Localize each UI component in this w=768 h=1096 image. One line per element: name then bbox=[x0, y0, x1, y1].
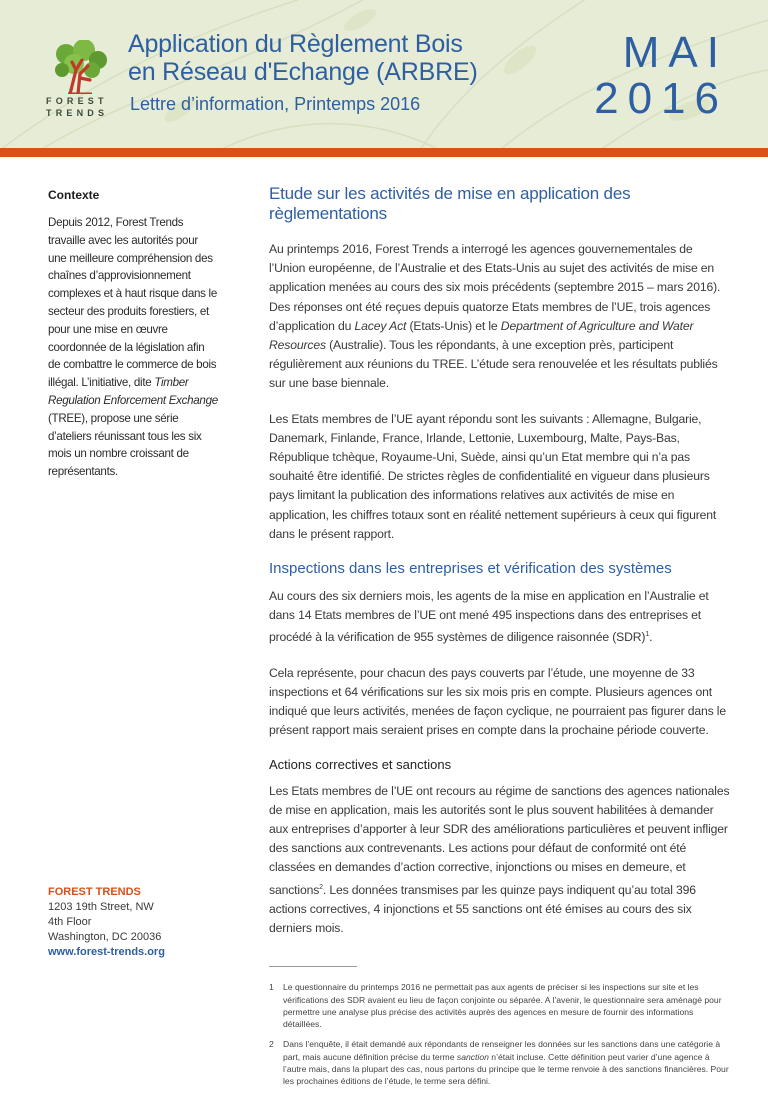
contact-address: FOREST TRENDS 1203 19th Street, NW 4th Floor Washington, DC 20036 www.forest-trends.org bbox=[48, 886, 165, 958]
main-article bbox=[269, 184, 731, 1096]
paragraph: Cela représente, pour chacun des pays couverts par l’étude, une moyenne de 33 inspections et 64 vérifications sur les six mois pris en compte. Plusieurs agences ont indiqué que leurs activités, menées de façon cyclique, ne pourraient pas figurer dans le présent rapport mais seraient prises en compte dans la prochaine période couverte. bbox=[269, 665, 726, 738]
section-heading: Inspections dans les entreprises et vérification des systèmes bbox=[269, 560, 672, 578]
tree-icon bbox=[48, 40, 112, 94]
org-name: FOREST TRENDS bbox=[48, 886, 141, 898]
header-divider bbox=[0, 148, 768, 157]
page-header bbox=[0, 0, 768, 148]
footnote-ref: 2 bbox=[319, 883, 323, 891]
footnote-divider bbox=[269, 966, 357, 967]
paragraph: Au cours des six derniers mois, les agents de la mise en application en l’Australie et dans 14 Etats membres de l’UE ont mené 495 inspections dans des entreprises et procédé à la vérification de 955 systèmes de diligence raisonnée (SDR)$^1$. bbox=[269, 589, 709, 645]
paragraph: Au printemps 2016, Forest Trends a interrogé les agences gouvernementales de l’Union européenne, de l’Australie et des Etats-Unis au sujet des activités de mise en application menées au cours des six mois précédents (septembre 2015 – mars 2016). Des réponses ont été reçues depuis quatorze Etats membres de l’UE, trois agences d’application du Lacey Act (Etats-Unis) et le Department of Agriculture and Water Resources (Australie). Tous les répondants, à une exception près, participent régulièrement aux réunions du TREE. L’étude sera renouvelée et les résultats publiés sur une base biennale. bbox=[269, 242, 721, 391]
footnote: 1 Le questionnaire du printemps 2016 ne permettait pas aux agents de préciser si les inspections sur site et les vérifications des SDR avaient eu lieu de façon conjointe ou séparée. A l’avenir, le questionnaire sera aménagé pour permettre une analyse plus précise des activités auprès des agences en mesure de fournir des informations détaillées. bbox=[269, 982, 722, 1030]
logo-text: FOREST bbox=[46, 96, 108, 106]
article-heading: Etude sur les activités de mise en application des règlementations bbox=[269, 184, 631, 223]
footnote-ref: 1 bbox=[645, 631, 650, 639]
context-sidebar bbox=[48, 188, 218, 481]
newsletter-subtitle: Lettre d’information, Printemps 2016 bbox=[130, 94, 421, 114]
website-link[interactable]: www.forest-trends.org bbox=[48, 946, 165, 958]
paragraph: Les Etats membres de l’UE ayant répondu sont les suivants : Allemagne, Bulgarie, Danemark, Finlande, France, Irlande, Lettonie, Luxembourg, Malte, Pays-Bas, République tchèque, Royaume-Uni, Suède, ainsi qu’un Etat membre qui n’a pas souhaité être identifié. De strictes règles de confidentialité en vigueur dans plusieurs pays limitant la publication des informations relatives aux activités de mise en application, les chiffres totaux sont en réalité nettement supérieurs à ceux qui figurent dans le présent rapport. bbox=[269, 411, 717, 541]
sidebar-heading: Contexte bbox=[48, 188, 100, 202]
newsletter-title: Application du Règlement Bois en Réseau d'Echange (ARBRE) bbox=[128, 30, 478, 86]
forest-trends-logo bbox=[48, 40, 114, 99]
issue-date: MAI 2016 bbox=[594, 28, 728, 123]
footnote: 2 Dans l’enquête, il était demandé aux répondants de renseigner les données sur les sanctions dans une catégorie à part, mais aucune définition précise du terme sanction n’était incluse. Cette définition peut varier d’une agence à l’autre mais, dans la plupart des cas, nous partons du principe que le terme renvoie à des sanctions financières. Pour les prochaines éditions de l’étude, le terme sera défini. bbox=[269, 1039, 729, 1087]
logo-text: TRENDS bbox=[46, 108, 109, 118]
paragraph: Les Etats membres de l’UE ont recours au régime de sanctions des agences nationales de mise en application, mais les autorités sont le plus souvent habilitées à demander aux entreprises d’apporter à leur SDR des améliorations particulières et peuvent infliger des sanctions aux contrevenants. Les actions pour défaut de conformité ont été classées en demandes d’action corrective, injonctions ou mises en demeure, et sanctions$^2$. Les données transmises par les quinze pays indiquent qu’au total 396 actions correctives, 4 injonctions et 55 sanctions ont été émises au cours des six derniers mois. bbox=[269, 783, 730, 936]
sidebar-text: Depuis 2012, Forest Trends travaille avec les autorités pour une meilleure compréhension des chaînes d’approvisionnement complexes et à haut risque dans le secteur des produits forestiers, et pour une mise en œuvre coordonnée de la législation afin de combattre le commerce de bois illégal. L’initiative, dite Timber Regulation Enforcement Exchange (TREE), propose une série d’ateliers réunissant tous les six mois un nombre croissant de représentants. bbox=[48, 216, 218, 479]
subsection-heading: Actions correctives et sanctions bbox=[269, 756, 452, 772]
